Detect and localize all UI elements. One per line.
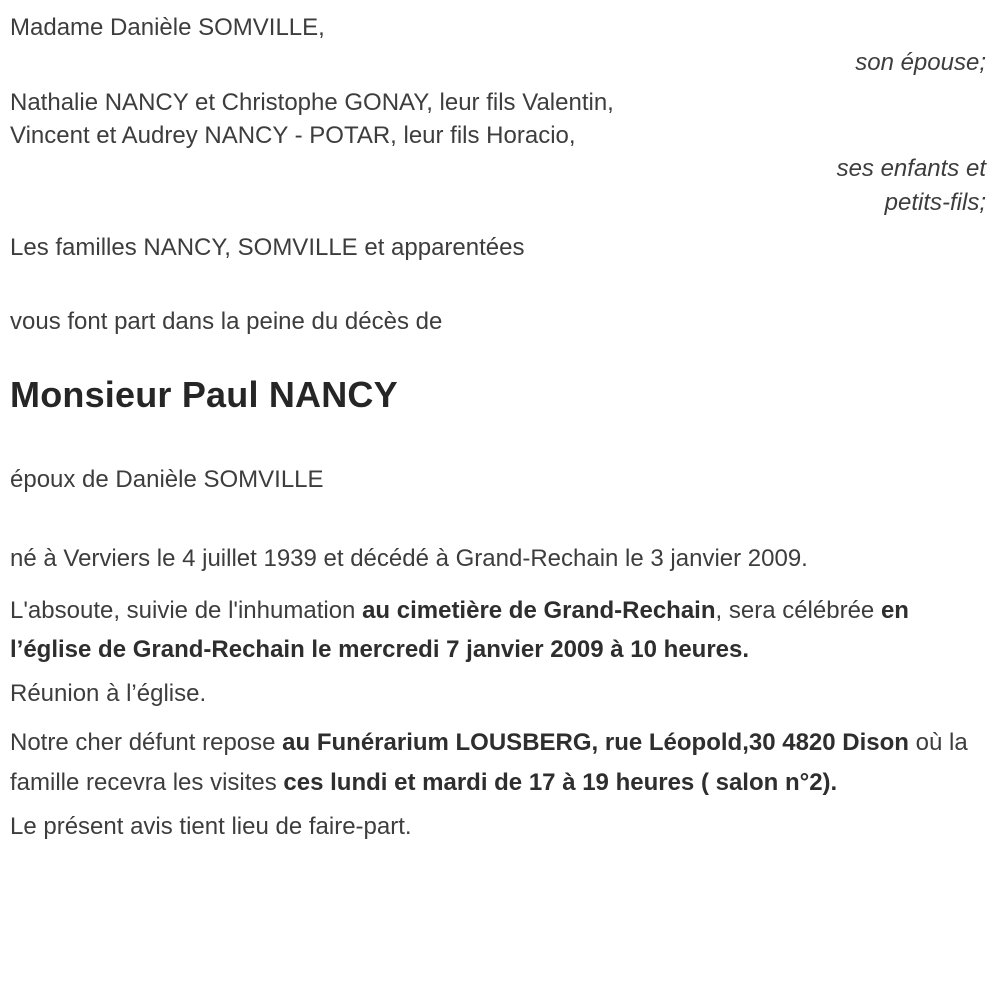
repose-text-1: Notre cher défunt repose [10, 728, 283, 756]
closing-line: Le présent avis tient lieu de faire-part. [10, 812, 412, 840]
spouse-name-line: Madame Danièle SOMVILLE, [10, 14, 325, 41]
deceased-name-heading: Monsieur Paul NANCY [10, 374, 398, 415]
repose-paragraph [10, 723, 982, 803]
repose-funerarium-bold: au Funérarium LOUSBERG, rue Léopold,30 4820 Dison [282, 728, 909, 756]
families-line: Les familles NANCY, SOMVILLE et apparentées [10, 233, 525, 261]
children-relation-line-2: petits-fils; [884, 189, 986, 217]
ceremony-church-datetime-bold: en l’église de Grand-Rechain le mercredi 7 janvier 2009 à 10 heures. [10, 596, 909, 664]
ceremony-cemetery-bold: au cimetière de Grand-Rechain [362, 596, 716, 624]
ceremony-text-2: , sera célébrée [715, 596, 881, 624]
ceremony-paragraph [10, 591, 982, 671]
spouse-of-line: époux de Danièle SOMVILLE [10, 466, 324, 494]
children-line-1: Nathalie NANCY et Christophe GONAY, leur fils Valentin, [10, 89, 614, 117]
ceremony-text-1: L'absoute, suivie de l'inhumation [10, 596, 363, 624]
repose-text-2: où la famille recevra les visites [10, 728, 968, 796]
spouse-relation-line: son épouse; [855, 48, 986, 76]
repose-visit-times-bold: ces lundi et mardi de 17 à 19 heures ( salon n°2). [283, 768, 838, 796]
children-line-2: Vincent et Audrey NANCY - POTAR, leur fils Horacio, [10, 121, 576, 149]
reunion-line: Réunion à l’église. [10, 680, 207, 708]
children-relation-line-1: ses enfants et [836, 154, 986, 182]
intro-line: vous font part dans la peine du décès de [10, 308, 443, 336]
life-dates-paragraph: né à Verviers le 4 juillet 1939 et décédé à Grand-Rechain le 3 janvier 2009. [10, 544, 808, 572]
